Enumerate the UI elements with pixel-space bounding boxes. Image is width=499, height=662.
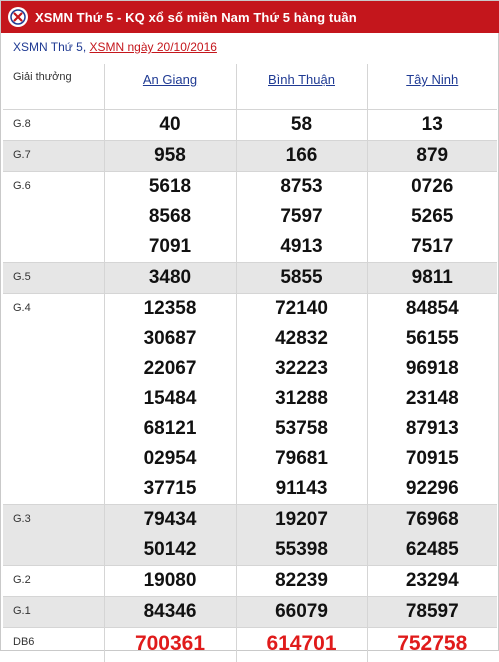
- result-number: 78597: [405, 600, 459, 622]
- result-cell: [367, 140, 497, 171]
- result-number: 19080: [143, 569, 197, 591]
- result-number: 3480: [148, 266, 192, 288]
- result-number: 37715: [143, 477, 197, 499]
- result-number: 40: [159, 113, 181, 135]
- result-cell: [367, 171, 497, 262]
- prize-column-header: Giải thưởng: [3, 64, 104, 109]
- result-number: 50142: [143, 538, 197, 560]
- result-cell: [236, 565, 367, 596]
- province-link-binh-thuan[interactable]: Bình Thuận: [268, 72, 335, 87]
- result-number: 56155: [405, 327, 459, 349]
- prize-label: G.5: [3, 262, 104, 293]
- result-number: 23148: [405, 387, 459, 409]
- province-header: [367, 64, 497, 109]
- prize-label: G.8: [3, 109, 104, 140]
- result-number: 92296: [405, 477, 459, 499]
- table-row: [3, 293, 497, 504]
- result-cell: [367, 596, 497, 627]
- result-number: 62485: [405, 538, 459, 560]
- result-number: 752758: [397, 631, 468, 655]
- table-row: [3, 596, 497, 627]
- result-cell: [104, 140, 236, 171]
- result-number: 32223: [275, 357, 328, 379]
- result-number: 0726: [411, 175, 454, 197]
- result-number: 82239: [275, 569, 328, 591]
- result-cell: [367, 293, 497, 504]
- result-number: 15484: [143, 387, 197, 409]
- result-number: 70915: [405, 447, 459, 469]
- province-header: [104, 64, 236, 109]
- prize-label: G.1: [3, 596, 104, 627]
- result-number: 7597: [280, 205, 323, 227]
- result-number: 700361: [134, 631, 206, 655]
- table-row: [3, 171, 497, 262]
- result-number: 958: [154, 144, 186, 166]
- result-number: 19207: [275, 508, 328, 530]
- result-number: 23294: [405, 569, 459, 591]
- result-cell: [104, 565, 236, 596]
- result-cell: [236, 262, 367, 293]
- result-number: 31288: [275, 387, 328, 409]
- prize-label: G.3: [3, 504, 104, 565]
- result-number: 87913: [405, 417, 459, 439]
- result-number: 166: [285, 144, 318, 166]
- result-cell: [236, 293, 367, 504]
- province-link-an-giang[interactable]: An Giang: [142, 72, 198, 87]
- result-number: 96918: [405, 357, 459, 379]
- header-bar: [1, 1, 499, 33]
- result-number: 9811: [411, 266, 453, 288]
- result-cell: [367, 262, 497, 293]
- page-title: XSMN Thứ 5 - KQ xổ số miền Nam Thứ 5 hàng tuần: [35, 9, 357, 25]
- result-number: 8753: [280, 175, 323, 197]
- result-number: 8568: [148, 205, 192, 227]
- result-number: 58: [290, 113, 313, 135]
- results-table: [3, 64, 497, 662]
- prize-label: G.4: [3, 293, 104, 504]
- table-header-row: [3, 64, 497, 109]
- result-number: 84854: [405, 297, 459, 319]
- result-number: 7091: [148, 235, 192, 257]
- table-row: [3, 627, 497, 662]
- result-number: 5855: [280, 266, 323, 288]
- result-number: 5265: [411, 205, 454, 227]
- result-cell: [104, 596, 236, 627]
- result-number: 84346: [143, 600, 197, 622]
- result-cell: [236, 627, 367, 662]
- result-number: 42832: [275, 327, 328, 349]
- result-cell: [104, 262, 236, 293]
- result-number: 4913: [280, 235, 323, 257]
- result-cell: [236, 596, 367, 627]
- result-number: 614701: [266, 631, 337, 655]
- result-cell: [367, 504, 497, 565]
- result-cell: [236, 109, 367, 140]
- result-number: 12358: [143, 297, 197, 319]
- result-number: 02954: [143, 447, 197, 469]
- breadcrumb: [13, 40, 217, 58]
- result-cell: [104, 504, 236, 565]
- result-cell: [104, 109, 236, 140]
- result-number: 7517: [411, 235, 454, 257]
- result-number: 79434: [143, 508, 197, 530]
- date-link[interactable]: XSMN ngày 20/10/2016: [89, 40, 217, 54]
- result-number: 22067: [143, 357, 197, 379]
- result-cell: [236, 171, 367, 262]
- result-cell: [367, 109, 497, 140]
- breadcrumb-prefix: XSMN Thứ 5,: [13, 40, 90, 54]
- result-cell: [367, 627, 497, 662]
- result-number: 13: [421, 113, 443, 135]
- table-row: [3, 565, 497, 596]
- result-number: 53758: [275, 417, 328, 439]
- result-number: 91143: [275, 477, 328, 499]
- prize-label: G.6: [3, 171, 104, 262]
- result-cell: [104, 171, 236, 262]
- result-cell: [104, 627, 236, 662]
- result-number: 68121: [143, 417, 197, 439]
- result-number: 5618: [148, 175, 192, 197]
- result-number: 879: [416, 144, 449, 166]
- result-number: 79681: [275, 447, 328, 469]
- province-header: [236, 64, 367, 109]
- table-row: [3, 140, 497, 171]
- result-number: 30687: [143, 327, 197, 349]
- prize-label: G.7: [3, 140, 104, 171]
- result-number: 66079: [275, 600, 328, 622]
- result-cell: [236, 140, 367, 171]
- prize-label: G.2: [3, 565, 104, 596]
- result-cell: [104, 293, 236, 504]
- lottery-logo-icon: [8, 7, 28, 27]
- result-cell: [236, 504, 367, 565]
- table-row: [3, 504, 497, 565]
- province-link-tay-ninh[interactable]: Tây Ninh: [406, 72, 459, 87]
- result-cell: [367, 565, 497, 596]
- table-row: [3, 262, 497, 293]
- table-row: [3, 109, 497, 140]
- result-number: 72140: [275, 297, 328, 319]
- prize-label: DB6: [3, 627, 104, 662]
- result-number: 76968: [405, 508, 459, 530]
- result-number: 55398: [275, 538, 328, 560]
